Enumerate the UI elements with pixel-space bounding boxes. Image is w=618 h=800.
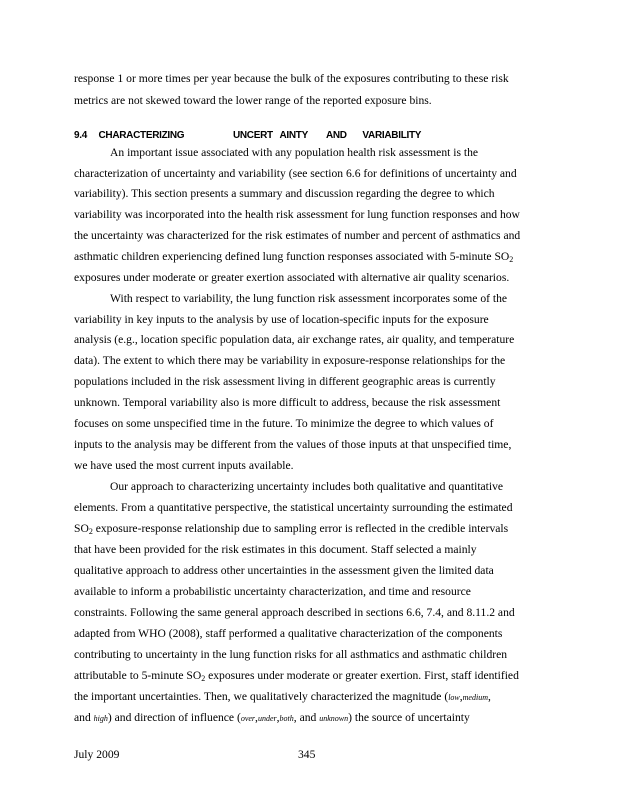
text-line: the uncertainty was characterized for the risk estimates of number and percent of asthmatics and: [74, 229, 521, 242]
text-line: With respect to variability, the lung function risk assessment incorporates some of the: [110, 292, 508, 305]
text-line: exposures under moderate or greater exertion associated with alternative air quality scenarios.: [74, 271, 510, 284]
text-line: metrics are not skewed toward the lower range of the reported exposure bins.: [74, 94, 432, 107]
text-run: ) the source of uncertainty: [348, 711, 470, 724]
text-line: adapted from WHO (2008), staff performed a qualitative characterization of the components: [74, 627, 503, 640]
italic-term: over: [240, 714, 256, 723]
text-run: ,: [276, 711, 280, 724]
text-line: response 1 or more times per year because the bulk of the exposures contributing to these risk: [74, 72, 509, 85]
text-line: we have used the most current inputs available.: [74, 459, 294, 472]
text-run: ,: [459, 690, 463, 703]
text-line: constraints. Following the same general approach described in sections 6.6, 7.4, and 8.11.2 and: [74, 606, 515, 619]
italic-term: high: [93, 714, 108, 723]
text-line: characterization of uncertainty and variability (see section 6.6 for definitions of uncertainty and: [74, 167, 517, 180]
text-run: attributable to 5-minute SO: [74, 669, 202, 682]
text-run: exposure-response relationship due to sampling error is reflected in the credible intervals: [92, 522, 509, 535]
text-line: unknown. Temporal variability also is more difficult to address, because the risk assessment: [74, 396, 501, 409]
text-line: populations included in the risk assessment living in different geographic areas is currently: [74, 375, 496, 388]
page-number: 345: [298, 748, 316, 761]
text-line: inputs to the analysis may be different from the values of those inputs at that unspecified time,: [74, 438, 512, 451]
italic-term: medium: [462, 693, 488, 702]
italic-term: unknown: [319, 714, 349, 723]
section-heading: [74, 130, 421, 141]
subscript: 2: [509, 255, 514, 264]
footer-date: July 2009: [74, 748, 120, 761]
text-run: ,: [487, 690, 491, 703]
text-run: , and: [293, 711, 320, 724]
heading-word: AND: [325, 130, 347, 141]
text-run: and: [74, 711, 94, 724]
italic-term: both: [279, 714, 294, 723]
text-run: asthmatic children experiencing defined lung function responses associated with 5-minute SO: [74, 250, 510, 263]
text-line: [74, 669, 519, 686]
text-line: Our approach to characterizing uncertainty includes both qualitative and quantitative: [110, 480, 504, 493]
heading-word: AINTY: [279, 130, 308, 141]
text-line: An important issue associated with any population health risk assessment is the: [110, 146, 479, 159]
text-line: [74, 250, 513, 267]
heading-number: 9.4: [74, 130, 88, 141]
italic-term: under: [257, 714, 277, 723]
text-run: exposures under moderate or greater exertion. First, staff identified: [205, 669, 519, 682]
text-line: [74, 522, 508, 539]
text-line: variability in key inputs to the analysis by use of location-specific inputs for the exposure: [74, 313, 489, 326]
text-run: ,: [255, 711, 258, 724]
text-line: [74, 690, 491, 705]
text-line: that have been provided for the risk estimates in this document. Staff selected a mainly: [74, 543, 477, 556]
text-line: focuses on some unspecified time in the future. To minimize the degree to which values of: [74, 417, 494, 430]
text-line: data). The extent to which there may be variability in exposure-response relationships for the: [74, 354, 506, 367]
text-line: qualitative approach to address other uncertainties in the assessment given the limited data: [74, 564, 494, 577]
heading-word: UNCERT: [232, 130, 273, 141]
text-line: variability was incorporated into the health risk assessment for lung function responses and how: [74, 208, 520, 221]
italic-term: low: [448, 693, 460, 702]
text-line: analysis (e.g., location specific population data, air exchange rates, air quality, and temperature: [74, 333, 515, 346]
text-run: ) and direction of influence (: [107, 711, 241, 724]
text-run: the important uncertainties. Then, we qualitatively characterized the magnitude (: [74, 690, 449, 703]
text-line: contributing to uncertainty in the lung function risks for all asthmatics and asthmatic children: [74, 648, 508, 661]
text-line: available to inform a probabilistic uncertainty characterization, and time and resource: [74, 585, 471, 598]
text-line: elements. From a quantitative perspective, the statistical uncertainty surrounding the estimated: [74, 501, 513, 514]
text-line: variability). This section presents a summary and discussion regarding the degree to which: [74, 187, 495, 200]
heading-word: VARIABILITY: [362, 130, 422, 141]
text-line: [74, 711, 470, 726]
subscript: 2: [88, 527, 93, 536]
subscript: 2: [201, 674, 206, 683]
text-run: SO: [74, 522, 89, 535]
heading-word: CHARACTERIZING: [98, 130, 185, 141]
